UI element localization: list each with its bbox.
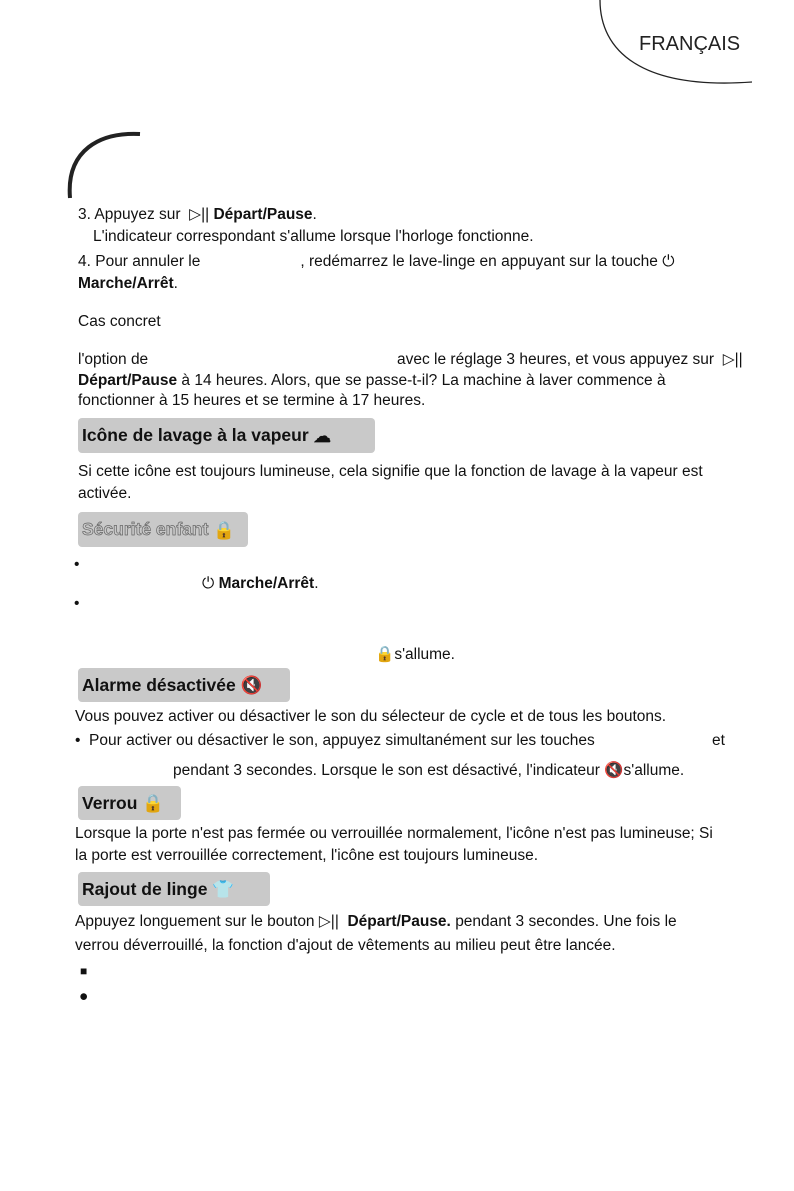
round-bullet: ● xyxy=(79,988,89,1005)
child-lock-icon: 🔒 xyxy=(213,520,236,541)
steam-icon: ☁ xyxy=(313,426,332,447)
step-4: 4. Pour annuler le , redémarrez le lave-linge en appuyant sur la touche ⏻ xyxy=(78,253,675,270)
mute-icon: 🔇 xyxy=(240,675,263,695)
square-bullet: ■ xyxy=(80,964,88,978)
power-icon: ⏻ xyxy=(662,253,675,270)
marche-arret-label: Marche/Arrêt xyxy=(78,275,174,292)
language-label: FRANÇAIS xyxy=(639,33,741,55)
play-pause-icon: ▷|| xyxy=(318,913,339,930)
mute-icon: 🔇 xyxy=(604,762,624,779)
lock-heading: Verrou 🔒 xyxy=(78,786,181,820)
step-3-detail: L'indicateur correspondant s'allume lorsque l'horloge fonctionne. xyxy=(93,228,534,245)
add-laundry-heading: Rajout de linge 👕 xyxy=(78,872,270,906)
play-pause-icon: ▷|| xyxy=(722,351,743,368)
step-3: 3. Appuyez sur ▷|| Départ/Pause. xyxy=(78,206,317,223)
shirt-plus-icon: 👕 xyxy=(212,879,235,899)
manual-page: FRANÇAIS 3. Appuyez sur ▷|| Départ/Pause. L'indicateur correspondant s'allume lorsque l'horloge fonctionne. 4. Pour annuler le , redémarrez le lave-linge en appuyant sur la touche ⏻ Marche/Arrêt. Cas concret l'option de avec le réglage 3 heures, et vous appuyez sur ▷|| Départ/Pause à 14 heures. Alors, que se passe-t-il? La machine à laver commence à fonctionner à 15 heures et se termine à 17 heures. Icône de lavage à la vapeur ☁ Si cette icône est toujours lumineuse, cela signifie que la fonction de lavage à la vapeur est activée. Sécurité enfant 🔒 • ⏻ Marche/Arrêt. • 🔒s'allume. Alarme désactivée 🔇 Vous pouvez activer ou désactiver le son du sélecteur de cycle et de tous les boutons. • Pour activer ou désactiver le son, appuyez simultanément sur les touches et pendant 3 secondes. Lorsque le son est désactivé, l'indicateur 🔇s'allume. Verrou 🔒 Lorsque la porte n'est pas fermée ou verrouillée normalement, l'icône n'est pas lumineuse; Si la porte est verrouillée correctement, l'icône est toujours lumineuse. Rajout de linge 👕 Appuyez longuement sur le bouton ▷|| Départ/Pause. pendant 3 secondes. Une fois le verrou déverrouillé, la fonction d'ajout de vêtements au milieu peut être lancée. ■ ● xyxy=(0,0,794,1191)
lock-icon: 🔒 xyxy=(142,793,165,813)
play-pause-icon: ▷|| xyxy=(189,206,210,223)
child-lock-icon: 🔒 xyxy=(375,646,395,663)
steam-heading: Icône de lavage à la vapeur ☁ xyxy=(78,418,375,453)
alarm-heading: Alarme désactivée 🔇 xyxy=(78,668,290,702)
power-icon: ⏻ xyxy=(202,575,215,592)
example-title: Cas concret xyxy=(78,313,161,330)
child-lock-heading: Sécurité enfant 🔒 xyxy=(78,512,248,547)
